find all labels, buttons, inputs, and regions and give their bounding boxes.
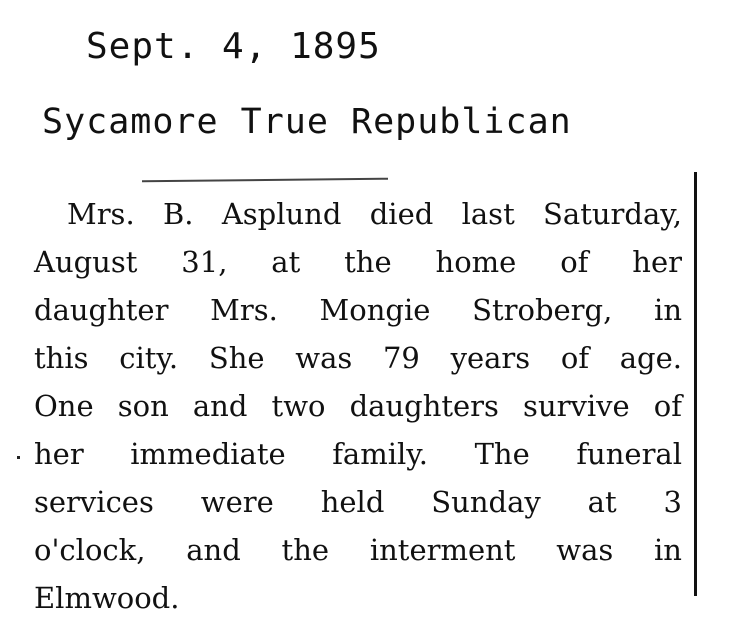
obituary-text: [34, 190, 682, 622]
article-line: services were held Sunday at 3: [34, 485, 682, 519]
article-line: daughter Mrs. Mongie Stroberg, in: [34, 293, 682, 327]
article-line: August 31, at the home of her: [34, 245, 682, 279]
newspaper-name: Sycamore True Republican: [42, 102, 572, 142]
article-line: Elmwood.: [34, 581, 180, 615]
article-line: this city. She was 79 years of age.: [34, 341, 682, 375]
article-line: o'clock, and the interment was in: [34, 533, 682, 567]
article-line: her immediate family. The funeral: [34, 437, 682, 471]
scan-speck: [17, 456, 20, 459]
divider-rule: [142, 178, 388, 183]
article-line: Mrs. B. Asplund died last Saturday,: [67, 197, 682, 231]
clipping-date: Sept. 4, 1895: [86, 26, 381, 67]
article-line: One son and two daughters survive of: [34, 389, 682, 423]
column-border: [694, 172, 697, 596]
